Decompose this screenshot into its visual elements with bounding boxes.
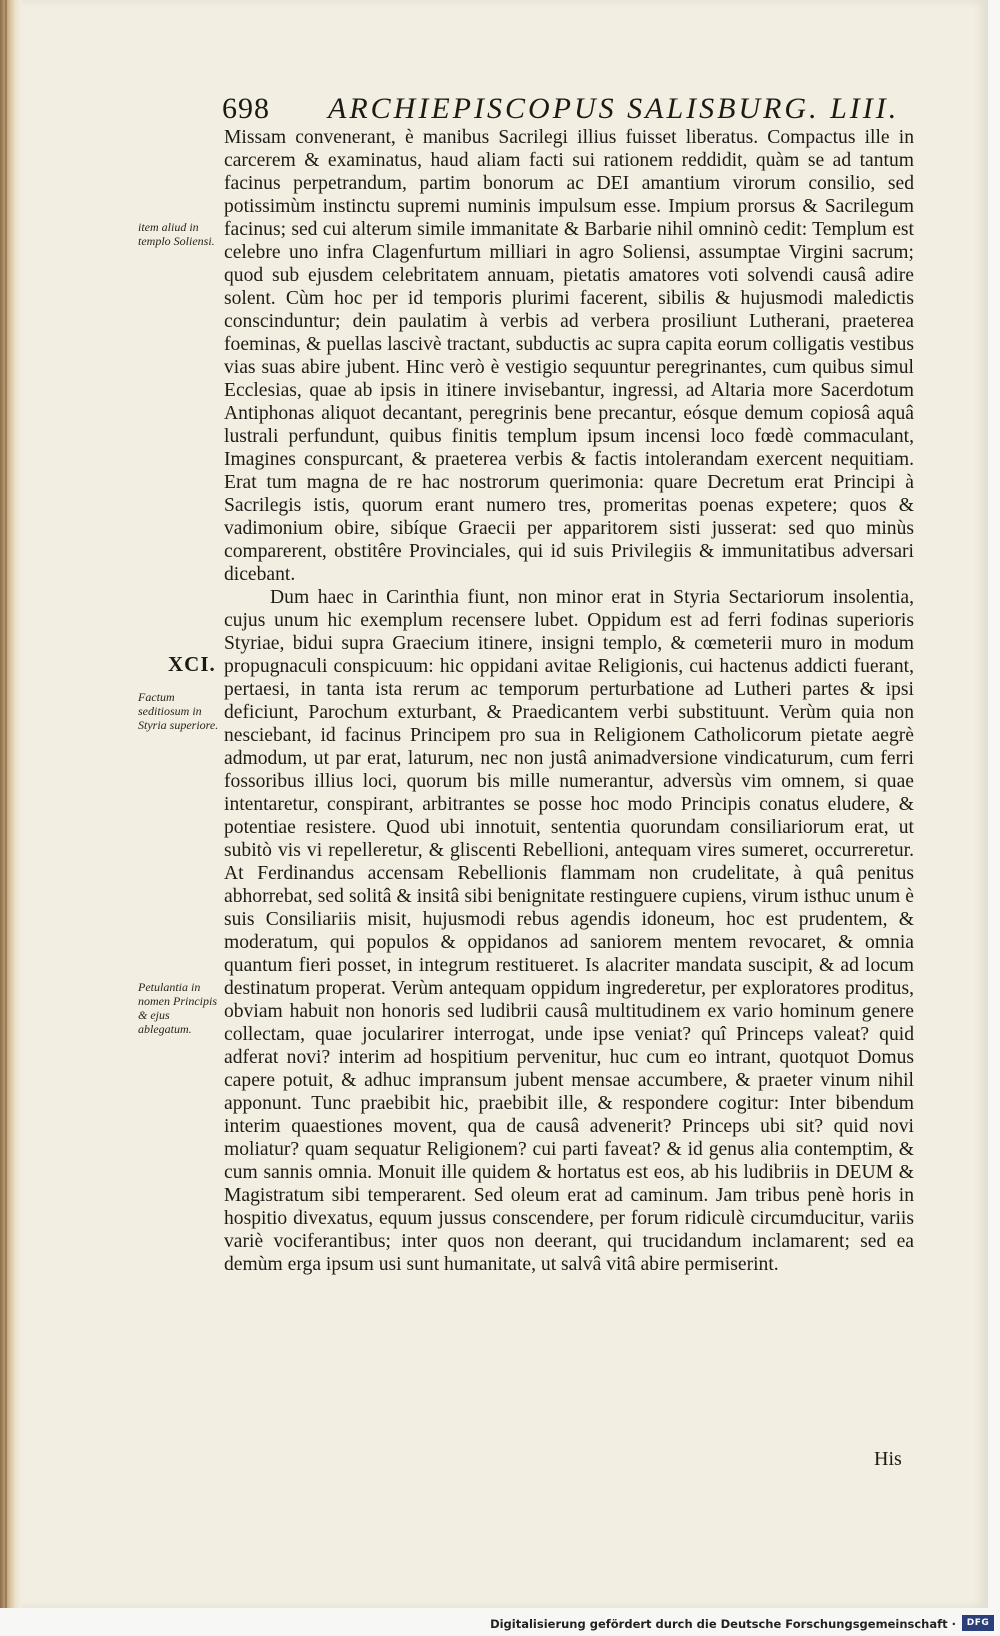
page-number: 698 bbox=[222, 92, 270, 125]
paragraph: Dum haec in Carinthia fiunt, non minor erat in Styria Sectariorum insolentia, cujus unum hic exemplum recensere lubet. Oppidum est ad ferri fodinas superioris Styriae, bidui supra Graecium itinere, insigni templo, & cœmeterii muro in modum propugnaculi conspicuum: hic oppidani avitae Religionis, cui hactenus addicti fuerant, pertaesi, in tanta ista rerum ac temporum perturbatione ad Lutheri partes & ipsi deficiunt, Parochum exturbant, & Praedicantem verbi substituunt. Verùm quia non nesciebant, id facinus Principem pro sua in Religionem Catholicorum pietate aegrè admodum, ut par erat, laturum, nec non justâ animadversione vindicaturum, cum ferri fossoribus illius loci, quorum bis mille numerantur, adversùs vim omnem, si quae intentaretur, conspirant, arbitrantes se posse hoc modo Principis conatus eludere, & potentiae resistere. Quod ubi innotuit, sententia quorundam consiliariorum erat, ut subitò vis vi repelleretur, & gliscenti Rebellioni, antequam vires sumeret, occurreretur. At Ferdinandus accensam Rebellionis flammam non crudelitate, à quâ penitus abhorrebat, sed solitâ & insitâ sibi benignitate restinguere cupiens, virum isthuc unum è suis Consiliariis misit, hujusmodi rebus agendis idoneum, hoc est prudentem, & moderatum, qui populos & oppidanos ad saniorem mentem revocaret, & omnia quantum fieri posset, in integrum restitueret. Is alacriter mandata suscipit, & ad locum destinatum properat. Verùm antequam oppidum ingrederetur, per exploratores proditus, obviam habuit non honoris sed ludibrii causâ multitudinem ex vario hominum genere collectam, quae jocularirer interrogat, unde ipse veniat? quî Princeps valeat? quid adferat novi? interim ad hospitium pervenitur, huc cum eo intrant, quotquot Domus capere potuit, & adhuc impransum jubent mensae accumbere, & praeter vinum nihil apponunt. Tunc praebibit hic, praebibit ille, & respondere cogitur: Inter bibendum interim quaestiones movent, qua de causâ advenerit? Princeps ubi sit? quid novi moliatur? quam sequatur Religionem? cui parti faveat? & id genus alia contemptim, & cum sannis omnia. Monuit ille quidem & hortatus est eos, ab his ludibriis in DEUM & Magistratum sibi temperarent. Sed oleum erat ad caminum. Jam tribus penè horis in hospitio divexatus, equum jussus conscendere, per forum ridiculè circumducitur, variis variè vociferantibus; inter quos non deerant, qui trucidandum inclamarent; sed ea demùm erga ipsum usi sunt humanitate, ut salvâ vitâ abire permiserint. bbox=[224, 587, 914, 1275]
section-number: XCI. bbox=[168, 652, 216, 676]
marginal-note: Petulantia in nomen Principis & ejus ablegatum. bbox=[138, 980, 217, 1036]
digitization-footer bbox=[0, 1612, 1000, 1636]
marginal-note: item aliud in templo Soliensi. bbox=[138, 220, 215, 248]
catchword: His bbox=[874, 1448, 902, 1470]
body-text bbox=[224, 126, 914, 1276]
paragraph: Missam convenerant, è manibus Sacrilegi illius fuisset liberatus. Compactus ille in carcerem & examinatus, haud aliam facti sui rationem reddidit, quàm se ad tantum facinus perpetrandum, partim bonorum ac DEI amantium virorum consilio, sed potissimùm instinctu supremi numinis impulsum esse. Impium prorsus & Sacrilegum facinus; sed cui alterum simile immanitate & Barbarie nihil omninò cedit: Templum est celebre uno infra Clagenfurtum milliari in agro Soliensi, assumptae Virgini sacrum; quod sub ejusdem celebritatem annuam, pietatis amatores voti solvendi causâ adire solent. Cùm hoc per id temporis plurimi facerent, sibilis & hujusmodi maledictis conscinduntur; dein paulatim à verbis ad verbera prosiliunt Lutherani, praeterea foeminas, & puellas lascivè tractant, subductis ac supra capita eorum colligatis vestibus vias suas abire jubent. Hinc verò è vestigio sequuntur peregrinantes, cum quibus simul Ecclesias, quae ab ipsis in itinere invisebantur, ingressi, ad Altaria more Sacerdotum Antiphonas aliquot decantant, peregrinis bene precantur, eósque demum copiosâ aquâ lustrali perfundunt, quibus finitis templum ipsum incensi loco fœdè commaculant, Imagines conspurcant, & praeterea verbis & factis intolerandam exercent nequitiam. Erat tum magna de re hac nostrorum querimonia: quare Decretum erat Principi à Sacrilegis istis, quorum erant numero tres, promeritas poenas expetere; quos & vadimonium obire, sibíque Graecii per apparitorem sisti jusserat: sed quo minùs comparerent, obstitêre Provinciales, qui id suis Privilegiis & immunitatibus adversari dicebant. bbox=[224, 127, 914, 585]
running-title: ARCHIEPISCOPUS SALISBURG. LIII. bbox=[328, 92, 900, 125]
book-binding-edge bbox=[0, 0, 22, 1608]
funding-notice: Digitalisierung gefördert durch die Deutsche Forschungsgemeinschaft · bbox=[490, 1617, 956, 1631]
dfg-logo-icon: DFG bbox=[962, 1615, 994, 1631]
marginal-note: Factum seditiosum in Styria superiore. bbox=[138, 690, 219, 732]
